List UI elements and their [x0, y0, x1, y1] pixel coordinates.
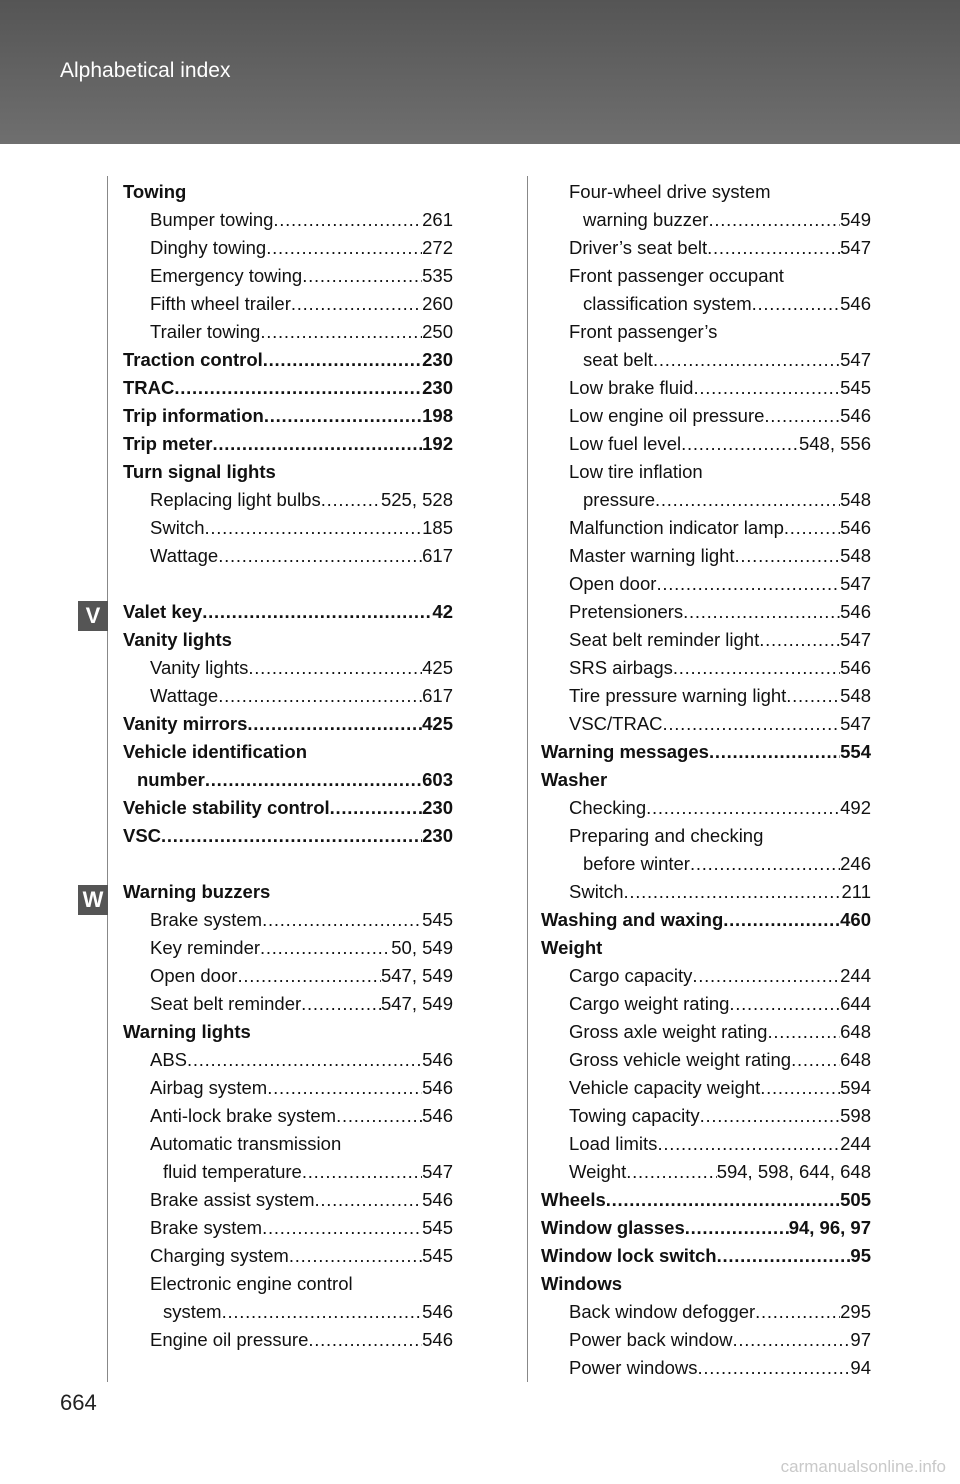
index-entry[interactable]: Low fuel level . . . 548, 556 [541, 430, 871, 458]
index-heading: Towing [123, 181, 187, 202]
index-entry[interactable]: Airbag system . . . 546 [123, 1074, 453, 1102]
index-entry[interactable]: Pretensioners . . . 546 [541, 598, 871, 626]
index-entry[interactable]: Vehicle capacity weight . . . 594 [541, 1074, 871, 1102]
index-entry[interactable]: Gross axle weight rating . . . 648 [541, 1018, 871, 1046]
index-entry[interactable]: Master warning light . . . 548 [541, 542, 871, 570]
index-entry[interactable]: Switch . . . 185 [123, 514, 453, 542]
section-gap [123, 570, 453, 598]
index-subheading: Front passenger occupant [569, 265, 784, 286]
index-entry[interactable]: Dinghy towing . . . 272 [123, 234, 453, 262]
index-entry[interactable]: Tire pressure warning light . . . 548 [541, 682, 871, 710]
index-entry[interactable]: Back window defogger . . . 295 [541, 1298, 871, 1326]
index-heading: Vanity lights [123, 629, 232, 650]
index-entry[interactable]: VSC . . . 230 [123, 822, 453, 850]
index-entry[interactable]: number . . . 603 [123, 766, 453, 794]
index-entry[interactable]: pressure . . . 548 [541, 486, 871, 514]
index-entry[interactable]: Replacing light bulbs . . . 525, 528 [123, 486, 453, 514]
index-entry[interactable]: fluid temperature . . . 547 [123, 1158, 453, 1186]
index-heading: Warning buzzers [123, 881, 271, 902]
index-entry[interactable]: Washing and waxing . . . 460 [541, 906, 871, 934]
index-heading: Washer [541, 769, 608, 790]
index-entry[interactable]: warning buzzer . . . 549 [541, 206, 871, 234]
page-header [0, 0, 960, 144]
index-entry[interactable]: Cargo capacity . . . 244 [541, 962, 871, 990]
index-column-right [541, 178, 871, 1382]
index-entry[interactable]: Trailer towing . . . 250 [123, 318, 453, 346]
index-entry[interactable]: Power back window . . . 97 [541, 1326, 871, 1354]
index-entry[interactable]: Wheels . . . 505 [541, 1186, 871, 1214]
index-entry[interactable]: Brake system . . . 545 [123, 1214, 453, 1242]
index-entry[interactable]: Traction control . . . 230 [123, 346, 453, 374]
index-heading: Turn signal lights [123, 461, 276, 482]
section-tab-v[interactable]: V [78, 601, 108, 631]
section-gap [123, 850, 453, 878]
index-heading: Vehicle identification [123, 741, 308, 762]
index-entry[interactable]: Fifth wheel trailer . . . 260 [123, 290, 453, 318]
page-number: 664 [60, 1390, 97, 1415]
index-column-left [123, 178, 453, 1354]
index-entry[interactable]: classification system . . . 546 [541, 290, 871, 318]
index-heading: Weight [541, 937, 603, 958]
column-divider [527, 176, 528, 1382]
index-entry[interactable]: system . . . 546 [123, 1298, 453, 1326]
index-entry[interactable]: Checking . . . 492 [541, 794, 871, 822]
index-entry[interactable]: Charging system . . . 545 [123, 1242, 453, 1270]
index-entry[interactable]: Window glasses . . . 94, 96, 97 [541, 1214, 871, 1242]
index-entry[interactable]: Emergency towing . . . 535 [123, 262, 453, 290]
index-entry[interactable]: Open door . . . 547 [541, 570, 871, 598]
index-entry[interactable]: Warning messages . . . 554 [541, 738, 871, 766]
index-subheading: Low tire inflation [569, 461, 703, 482]
index-entry[interactable]: before winter . . . 246 [541, 850, 871, 878]
index-entry[interactable]: ABS . . . 546 [123, 1046, 453, 1074]
index-entry[interactable]: Brake system . . . 545 [123, 906, 453, 934]
index-entry[interactable]: seat belt . . . 547 [541, 346, 871, 374]
index-entry[interactable]: Gross vehicle weight rating . . . 648 [541, 1046, 871, 1074]
index-entry[interactable]: Vanity mirrors . . . 425 [123, 710, 453, 738]
index-entry[interactable]: Key reminder . . . 50, 549 [123, 934, 453, 962]
left-rule [107, 176, 108, 1382]
index-subheading: Preparing and checking [569, 825, 764, 846]
header-title: Alphabetical index [60, 59, 231, 82]
index-entry[interactable]: Weight . . . 594, 598, 644, 648 [541, 1158, 871, 1186]
index-entry[interactable]: Seat belt reminder . . . 547, 549 [123, 990, 453, 1018]
index-entry[interactable]: Wattage . . . 617 [123, 682, 453, 710]
index-entry[interactable]: Brake assist system . . . 546 [123, 1186, 453, 1214]
index-entry[interactable]: Wattage . . . 617 [123, 542, 453, 570]
index-entry[interactable]: Switch . . . 211 [541, 878, 871, 906]
index-entry[interactable]: Seat belt reminder light . . . 547 [541, 626, 871, 654]
index-subheading: Front passenger’s [569, 321, 718, 342]
index-entry[interactable]: Open door . . . 547, 549 [123, 962, 453, 990]
index-entry[interactable]: Malfunction indicator lamp . . . 546 [541, 514, 871, 542]
index-entry[interactable]: Driver’s seat belt . . . 547 [541, 234, 871, 262]
index-entry[interactable]: Vehicle stability control . . . 230 [123, 794, 453, 822]
index-entry[interactable]: Low engine oil pressure . . . 546 [541, 402, 871, 430]
index-entry[interactable]: SRS airbags . . . 546 [541, 654, 871, 682]
watermark: carmanualsonline.info [780, 1457, 946, 1476]
index-entry[interactable]: VSC/TRAC . . . 547 [541, 710, 871, 738]
index-entry[interactable]: Engine oil pressure . . . 546 [123, 1326, 453, 1354]
index-entry[interactable]: Towing capacity . . . 598 [541, 1102, 871, 1130]
index-entry[interactable]: TRAC . . . 230 [123, 374, 453, 402]
index-subheading: Automatic transmission [150, 1133, 342, 1154]
section-tab-w[interactable]: W [78, 885, 108, 915]
index-entry[interactable]: Cargo weight rating . . . 644 [541, 990, 871, 1018]
index-entry[interactable]: Trip meter . . . 192 [123, 430, 453, 458]
index-entry[interactable]: Vanity lights . . . 425 [123, 654, 453, 682]
index-heading: Windows [541, 1273, 623, 1294]
index-heading: Warning lights [123, 1021, 251, 1042]
index-entry[interactable]: Anti-lock brake system . . . 546 [123, 1102, 453, 1130]
index-entry[interactable]: Trip information . . . 198 [123, 402, 453, 430]
index-entry[interactable]: Valet key . . . 42 [123, 598, 453, 626]
index-entry[interactable]: Load limits . . . 244 [541, 1130, 871, 1158]
index-subheading: Electronic engine control [150, 1273, 353, 1294]
index-entry[interactable]: Bumper towing . . . 261 [123, 206, 453, 234]
index-entry[interactable]: Window lock switch . . . 95 [541, 1242, 871, 1270]
index-subheading: Four-wheel drive system [569, 181, 771, 202]
index-entry[interactable]: Power windows . . . 94 [541, 1354, 871, 1382]
index-entry[interactable]: Low brake fluid . . . 545 [541, 374, 871, 402]
